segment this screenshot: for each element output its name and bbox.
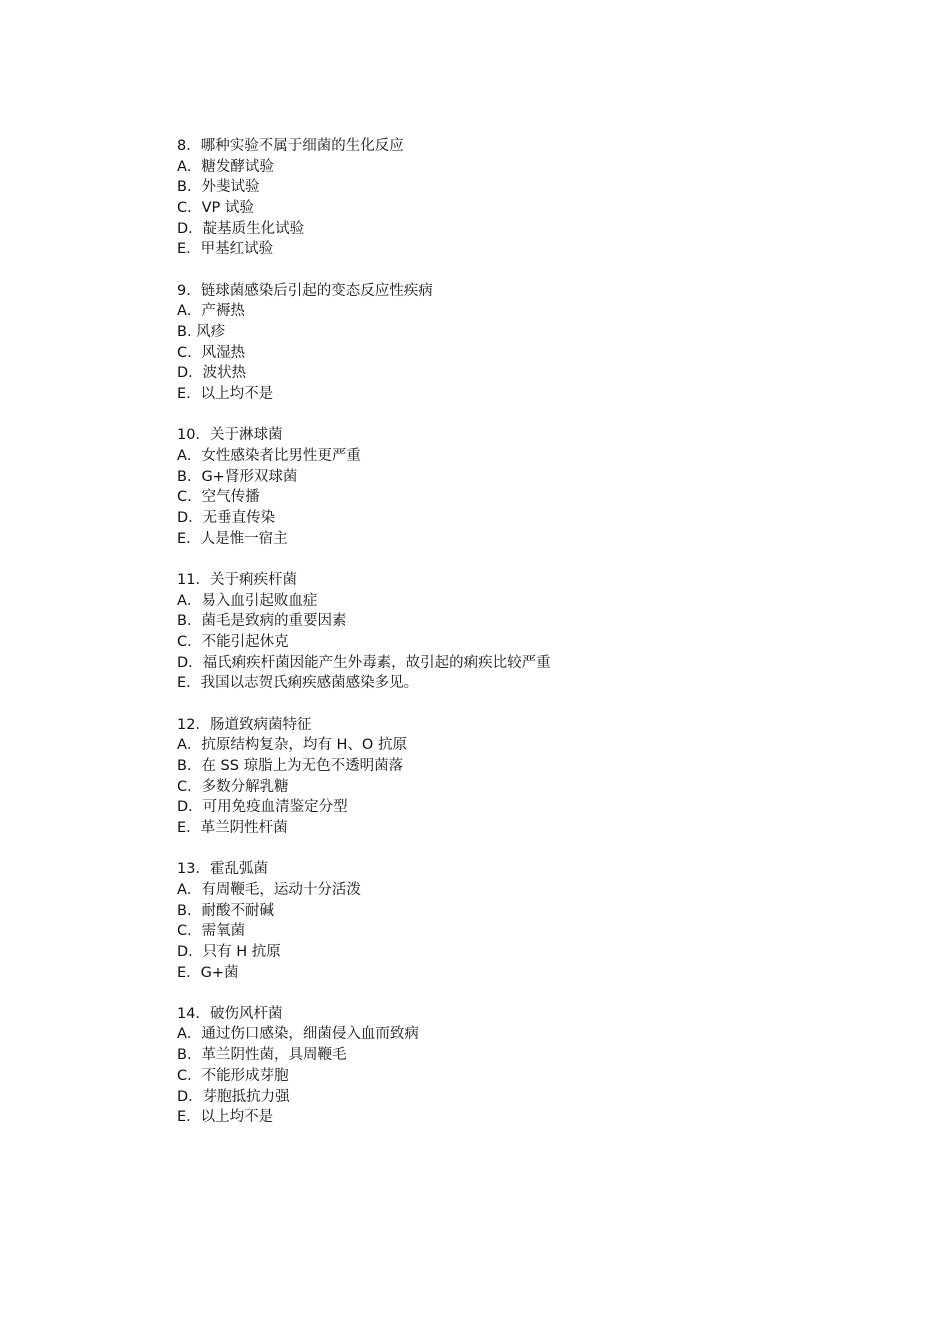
option-b: B．耐酸不耐碱 <box>177 902 274 919</box>
question-11 <box>177 570 877 694</box>
option-c: C．需氧菌 <box>177 923 246 940</box>
option-c: C．多数分解乳糖 <box>177 778 289 795</box>
option-e: E．以上均不是 <box>177 1109 274 1126</box>
question-9 <box>177 281 877 405</box>
option-a: A．易入血引起败血症 <box>177 592 318 609</box>
option-e: E．G+菌 <box>177 964 239 981</box>
option-d: D．福氏痢疾杆菌因能产生外毒素，故引起的痢疾比较严重 <box>177 654 551 671</box>
question-stem: 14．破伤风杆菌 <box>177 1005 283 1022</box>
question-stem: 9．链球菌感染后引起的变态反应性疾病 <box>177 282 433 299</box>
option-c: C．不能引起休克 <box>177 633 289 650</box>
option-d: D．芽胞抵抗力强 <box>177 1088 290 1105</box>
option-d: D．只有 H 抗原 <box>177 943 281 960</box>
option-c: C．风湿热 <box>177 344 246 361</box>
question-10 <box>177 425 877 549</box>
option-e: E．人是惟一宿主 <box>177 530 288 547</box>
option-b: B. 风疹 <box>177 324 226 340</box>
option-e: E．革兰阴性杆菌 <box>177 819 288 836</box>
question-stem: 8．哪种实验不属于细菌的生化反应 <box>177 138 404 154</box>
question-stem: 11．关于痢疾杆菌 <box>177 571 297 588</box>
question-13 <box>177 859 877 983</box>
question-14 <box>177 1004 877 1128</box>
question-stem: 12．肠道致病菌特征 <box>177 716 312 733</box>
option-a: A．有周鞭毛，运动十分活泼 <box>177 881 361 898</box>
option-a: A．糖发酵试验 <box>177 158 274 175</box>
option-c: C．VP 试验 <box>177 200 254 217</box>
option-a: A．女性感染者比男性更严重 <box>177 447 361 464</box>
option-d: D．波状热 <box>177 365 247 382</box>
option-b: B．菌毛是致病的重要因素 <box>177 613 347 630</box>
option-d: D．靛基质生化试验 <box>177 220 305 237</box>
option-b: B．在 SS 琼脂上为无色不透明菌落 <box>177 757 404 774</box>
option-b: B．G+肾形双球菌 <box>177 468 298 485</box>
question-8 <box>177 136 877 260</box>
question-stem: 10．关于淋球菌 <box>177 427 283 444</box>
question-stem: 13．霍乱弧菌 <box>177 861 268 878</box>
option-a: A．产褥热 <box>177 303 245 320</box>
option-a: A．抗原结构复杂，均有 H、O 抗原 <box>177 737 407 754</box>
option-b: B．外斐试验 <box>177 179 260 196</box>
question-12 <box>177 715 877 839</box>
option-a: A．通过伤口感染，细菌侵入血而致病 <box>177 1026 419 1043</box>
option-c: C．不能形成芽胞 <box>177 1067 289 1084</box>
option-b: B．革兰阴性菌，具周鞭毛 <box>177 1047 347 1064</box>
option-d: D．可用免疫血清鉴定分型 <box>177 799 348 816</box>
option-d: D．无垂直传染 <box>177 510 276 526</box>
option-e: E．甲基红试验 <box>177 241 274 258</box>
option-e: E．我国以志贺氏痢疾感菌感染多见。 <box>177 675 419 692</box>
document-page <box>177 136 877 1148</box>
option-c: C．空气传播 <box>177 489 260 506</box>
option-e: E．以上均不是 <box>177 386 274 403</box>
